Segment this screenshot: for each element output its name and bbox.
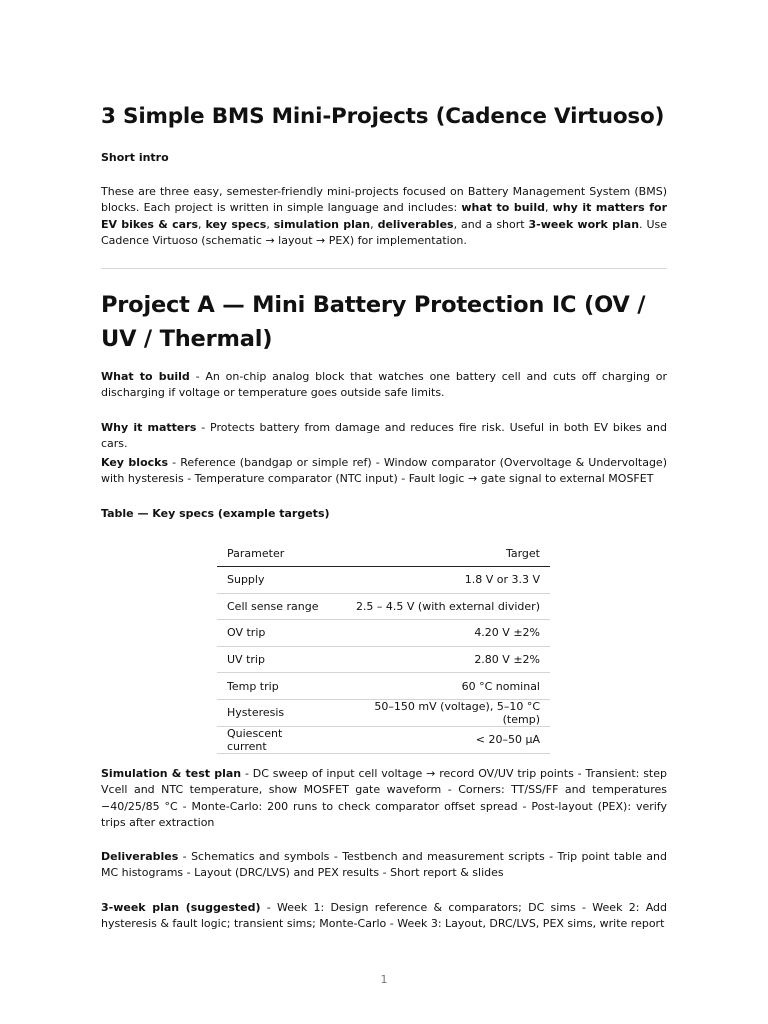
text-run: - DC sweep of input cell voltage → record OV/UV trip points - Transient: step Vcell and NTC temperature, show MOSFET gate waveform - Corners: TT/SS/FF and temperatures −40/25/85 °C - Monte-Carlo: 200 runs to check comparator offset spread - Post-layout (PEX): verify trips after extraction <box>101 767 667 830</box>
cell-target: 60 °C nominal <box>333 673 550 700</box>
key-specs-table <box>217 540 550 754</box>
what-to-build-paragraph <box>101 369 667 402</box>
table-row <box>217 567 550 594</box>
text-run: , <box>198 217 206 231</box>
text-run: - Protects battery from damage and reduces fire risk. Useful in both EV bikes and cars. <box>101 421 667 451</box>
cell-parameter: Temp trip <box>217 673 333 700</box>
table-row <box>217 646 550 673</box>
table-row <box>217 593 550 620</box>
text-run: - Schematics and symbols - Testbench and measurement scripts - Trip point table and MC histograms - Layout (DRC/LVS) and PEX results - Short report & slides <box>101 850 667 880</box>
cell-parameter: Cell sense range <box>217 593 333 620</box>
page-number: 1 <box>380 973 388 986</box>
text-run: These are three easy, semester-friendly mini-projects focused on Battery Management System (BMS) blocks. Each project is written in simple language and includes: <box>101 185 667 215</box>
intro-paragraph <box>101 184 667 250</box>
cell-parameter: Hysteresis <box>217 699 333 726</box>
bold-run: Deliverables <box>101 850 179 863</box>
header-target: Target <box>333 540 550 567</box>
text-run: - An on-chip analog block that watches one battery cell and cuts off charging or discharging if voltage or temperature goes outside safe limits. <box>101 370 667 400</box>
bold-run: Key blocks <box>101 456 169 469</box>
text-run: , <box>544 201 553 215</box>
bold-run: why it matters for EV bikes & cars <box>101 201 667 231</box>
intro-heading: Short intro <box>101 151 169 164</box>
bold-run: 3-week plan (suggested) <box>101 901 261 914</box>
text-run: - Reference (bandgap or simple ref) - Window comparator (Overvoltage & Undervoltage) with hysteresis - Temperature comparator (NTC input) - Fault logic → gate signal to external MOSFET <box>101 456 667 486</box>
bold-run: Simulation & test plan <box>101 767 242 780</box>
cell-target: < 20–50 µA <box>333 726 550 753</box>
text-run: . Use Cadence Virtuoso (schematic → layout → PEX) for implementation. <box>101 217 668 248</box>
text-run: , <box>370 217 378 231</box>
work-plan-paragraph <box>101 900 667 933</box>
text-run: , and a short <box>453 217 529 231</box>
simulation-plan-paragraph <box>101 766 667 832</box>
project-a-title: Project A — Mini Battery Protection IC (OV / UV / Thermal) <box>101 292 646 352</box>
cell-target: 50–150 mV (voltage), 5–10 °C (temp) <box>333 699 550 726</box>
cell-parameter: Quiescent current <box>217 726 333 753</box>
cell-parameter: Supply <box>217 567 333 594</box>
table-header-row <box>217 540 550 567</box>
table-row <box>217 620 550 647</box>
document-title: 3 Simple BMS Mini-Projects (Cadence Virtuoso) <box>101 104 665 129</box>
bold-run: deliverables <box>377 217 454 231</box>
table-title: Table — Key specs (example targets) <box>101 507 330 520</box>
key-blocks-paragraph <box>101 455 667 488</box>
bold-run: key specs <box>205 217 267 231</box>
section-divider <box>101 268 667 269</box>
cell-parameter: OV trip <box>217 620 333 647</box>
deliverables-paragraph <box>101 849 667 882</box>
table-row <box>217 699 550 726</box>
why-it-matters-paragraph <box>101 420 667 453</box>
bold-run: simulation plan <box>273 217 371 231</box>
text-run: , <box>266 217 274 231</box>
text-run: - Week 1: Design reference & comparators; DC sims - Week 2: Add hysteresis & fault logic; transient sims; Monte-Carlo - Week 3: Layout, DRC/LVS, PEX sims, write report <box>101 901 667 931</box>
bold-run: Why it matters <box>101 421 197 434</box>
cell-target: 2.80 V ±2% <box>333 646 550 673</box>
bold-run: 3-week work plan <box>528 217 640 231</box>
bold-run: what to build <box>461 201 545 215</box>
cell-target: 1.8 V or 3.3 V <box>333 567 550 594</box>
cell-target: 4.20 V ±2% <box>333 620 550 647</box>
cell-target: 2.5 – 4.5 V (with external divider) <box>333 593 550 620</box>
cell-parameter: UV trip <box>217 646 333 673</box>
table-row <box>217 726 550 753</box>
table-row <box>217 673 550 700</box>
bold-run: What to build <box>101 370 190 383</box>
header-parameter: Parameter <box>217 540 333 567</box>
